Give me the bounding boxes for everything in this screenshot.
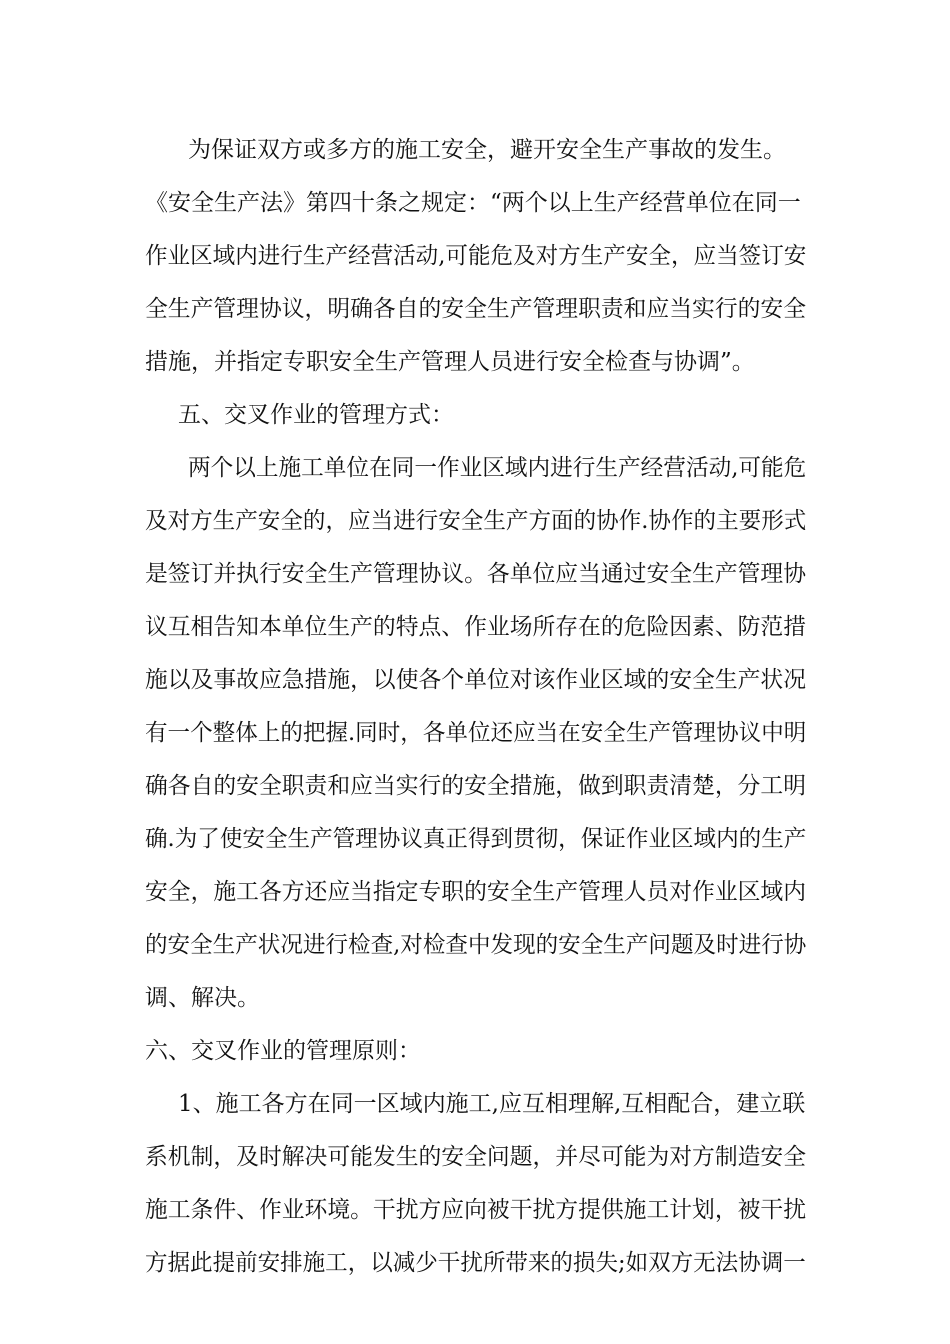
text-line: 确各自的安全职责和应当实行的安全措施，做到职责清楚，分工明 — [145, 773, 806, 799]
text-line: 议互相告知本单位生产的特点、作业场所存在的危险因素、防范措 — [145, 614, 806, 640]
text-line: 及对方生产安全的，应当进行安全生产方面的协作.协作的主要形式 — [145, 508, 807, 534]
text-line: 施以及事故应急措施，以使各个单位对该作业区域的安全生产状况 — [145, 667, 806, 693]
text-line: 《安全生产法》第四十条之规定：“两个以上生产经营单位在同一 — [145, 190, 801, 216]
section-heading: 六、交叉作业的管理原则： — [145, 1038, 421, 1064]
text-line: 措施，并指定专职安全生产管理人员进行安全检查与协调”。 — [145, 349, 755, 375]
section-heading: 五、交叉作业的管理方式： — [178, 402, 454, 428]
text-line: 是签订并执行安全生产管理协议。各单位应当通过安全生产管理协 — [145, 561, 806, 587]
text-line: 安全，施工各方还应当指定专职的安全生产管理人员对作业区域内 — [145, 879, 806, 905]
text-line: 作业区域内进行生产经营活动,可能危及对方生产安全，应当签订安 — [145, 243, 807, 269]
text-line: 1、施工各方在同一区域内施工,应互相理解,互相配合，建立联 — [178, 1091, 806, 1117]
text-line: 全生产管理协议，明确各自的安全生产管理职责和应当实行的安全 — [145, 296, 806, 322]
text-line: 为保证双方或多方的施工安全，避开安全生产事故的发生。 — [188, 137, 786, 163]
text-line: 方据此提前安排施工，以减少干扰所带来的损失;如双方无法协调一 — [145, 1250, 806, 1276]
text-line: 的安全生产状况进行检查,对检查中发现的安全生产问题及时进行协 — [145, 932, 807, 958]
text-line: 施工条件、作业环境。干扰方应向被干扰方提供施工计划，被干扰 — [145, 1197, 806, 1223]
text-line: 系机制，及时解决可能发生的安全问题，并尽可能为对方制造安全 — [145, 1144, 806, 1170]
text-line: 有一个整体上的把握.同时，各单位还应当在安全生产管理协议中明 — [145, 720, 807, 746]
text-line: 调、解决。 — [145, 985, 260, 1011]
text-line: 两个以上施工单位在同一作业区域内进行生产经营活动,可能危 — [188, 455, 807, 481]
text-line: 确.为了使安全生产管理协议真正得到贯彻，保证作业区域内的生产 — [145, 826, 807, 852]
